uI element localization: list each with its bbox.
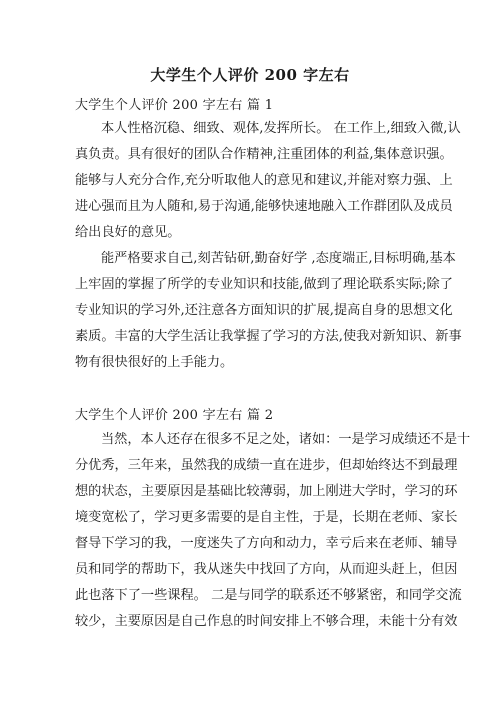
section-2-paragraph-line-7: 此也落下了一些课程。 二是与同学的联系还不够紧密，和同学交流 [75,588,462,603]
section-1-paragraph-2-line-2: 上牢固的掌握了所学的专业知识和技能,做到了理论联系实际;除了 [75,277,453,292]
section-2-paragraph-line-2: 分优秀，三年来，虽然我的成绩一直在进步，但却始终达不到最理 [75,458,458,473]
section-2-paragraph-line-1: 当然，本人还存在很多不足之处，诸如：一是学习成绩还不是十 [101,432,471,447]
section-1-paragraph-1-line-2: 真负责。具有很好的团队合作精神,注重团体的利益,集体意识强。 [75,147,453,162]
section-2-paragraph-line-3: 想的状态，主要原因是基础比较薄弱，加上刚进大学时，学习的环 [75,484,458,499]
section-1-paragraph-2-line-4: 素质。丰富的大学生活让我掌握了学习的方法,使我对新知识、新事 [75,329,462,344]
section-1-paragraph-1-line-5: 给出良好的意见。 [75,225,181,240]
section-1-heading: 大学生个人评价 200 字左右 篇 1 [75,98,274,113]
section-1-paragraph-2-line-1: 能严格要求自己,刻苦钻研,勤奋好学 ,态度端正,目标明确,基本 [101,251,456,266]
section-1-paragraph-2-line-3: 专业知识的学习外,还注意各方面知识的扩展,提高自身的思想文化 [75,303,453,318]
section-2-paragraph-line-8: 较少，主要原因是自己作息的时间安排上不够合理，未能十分有效 [75,614,458,629]
section-2-paragraph-line-6: 员和同学的帮助下，我从迷失中找回了方向，从而迎头赶上，但因 [75,562,458,577]
section-2-heading: 大学生个人评价 200 字左右 篇 2 [75,408,274,423]
section-2-paragraph-line-4: 境变宽松了，学习更多需要的是自主性，于是，长期在老师、家长 [75,510,458,525]
section-1-paragraph-1-line-3: 能够与人充分合作,充分听取他人的意见和建议,并能对察力强、上 [75,173,453,188]
document-title: 大学生个人评价 200 字左右 [150,66,350,84]
section-1-paragraph-2-line-5: 物有很快很好的上手能力。 [75,355,234,370]
section-2-paragraph-line-5: 督导下学习的我，一度迷失了方向和动力，幸亏后来在老师、辅导 [75,536,458,551]
section-1-paragraph-1-line-1: 本人性格沉稳、细致、观体,发挥所长。 在工作上,细致入微,认 [101,121,461,136]
section-1-paragraph-1-line-4: 进心强而且为人随和,易于沟通,能够快速地融入工作群团队及成员 [75,199,453,214]
